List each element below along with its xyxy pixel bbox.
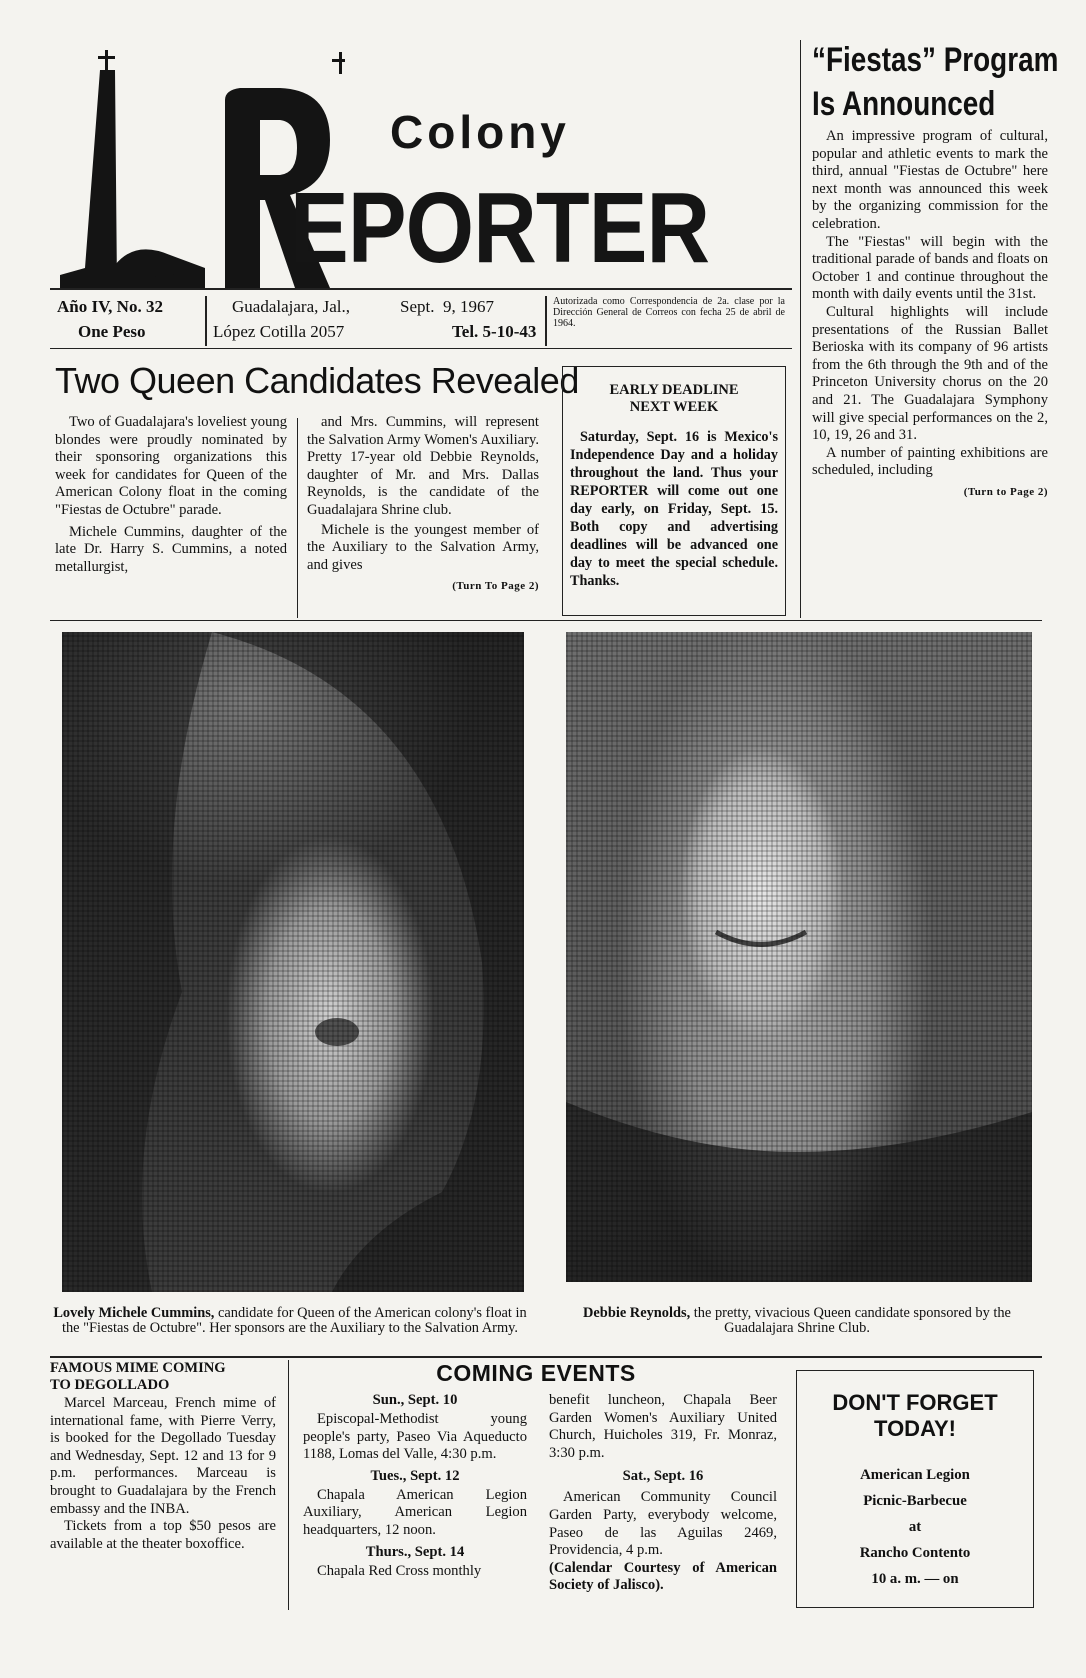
info-divider-1 xyxy=(205,296,207,346)
mime-para2: Tickets from a top $50 pesos are available at the theater boxoffice. xyxy=(50,1518,276,1552)
masthead-colony: Colony xyxy=(390,106,570,158)
caption-debbie xyxy=(556,1306,1038,1336)
queen-col1-para1: Two of Guadalajara's loveliest young blondes were proudly nominated by their sponsoring organizations this week for candidates for Queen of the American Colony float in the coming "Fiestas de Octubre" parade. xyxy=(55,414,287,518)
issue-number: Año IV, No. 32 xyxy=(57,297,163,316)
queen-col-2 xyxy=(307,414,539,592)
caption-michele xyxy=(50,1306,530,1336)
reminder-body xyxy=(800,1462,1030,1592)
fiestas-para1: An impressive program of cultural, popular and athletic events to mark the third, annual "Fiestas de Octubre" here next month was announced this week by the organizing commission for the celebration. xyxy=(812,128,1048,232)
right-column-rule xyxy=(800,40,801,618)
city: Guadalajara, Jal., xyxy=(232,297,350,316)
event-text-sat: American Community Council Garden Party, everybody welcome, Paseo de las Aguilas 2469, Providencia, 4 p.m. xyxy=(549,1489,777,1559)
queen-col2-para2: Michele is the youngest member of the Auxiliary to the Salvation Army, and gives xyxy=(307,521,539,573)
issue-date: Sept. 9, 1967 xyxy=(400,297,494,316)
price: One Peso xyxy=(78,322,146,341)
events-credit: (Calendar Courtesy of American Society of Jalisco). xyxy=(549,1559,777,1594)
profile-silhouette xyxy=(62,632,524,1292)
smiling-face-portrait xyxy=(566,632,1032,1282)
info-divider-2 xyxy=(545,296,547,346)
caption-debbie-rest: the pretty, vivacious Queen candidate sponsored by the Guadalajara Shrine Club. xyxy=(690,1305,1011,1336)
masthead-rule-top xyxy=(50,288,792,290)
fiestas-headline xyxy=(812,38,1059,126)
mime-headline-line2: TO DEGOLLADO xyxy=(50,1377,170,1393)
event-text-thurs: Chapala Red Cross monthly xyxy=(317,1562,482,1579)
fiestas-turn-page: (Turn to Page 2) xyxy=(963,485,1048,498)
deadline-title-line1: EARLY DEADLINE xyxy=(609,382,739,398)
event-text-benefit: benefit luncheon, Chapala Beer Garden Women's Auxiliary United Church, Huicholes 319, Fr. Monraz, 3:30 p.m. xyxy=(549,1392,777,1461)
queen-col-1 xyxy=(55,414,287,576)
photo-debbie-reynolds xyxy=(566,632,1032,1282)
masthead xyxy=(55,40,785,290)
fiestas-para3: Cultural highlights will include presentations of the Russian Ballet Berioska with its company of 96 artists from the 6th through the 9th and of the Princeton University chorus on the 20 and 21. The Guadalajara Symphony will give special performances on the 2, 10, 19, 26 and 31. xyxy=(812,303,1048,444)
caption-debbie-bold: Debbie Reynolds, xyxy=(583,1305,691,1321)
event-text-tues: Chapala American Legion Auxiliary, American Legion headquarters, 12 noon. xyxy=(303,1486,527,1538)
events-col-2 xyxy=(549,1392,777,1595)
mime-body xyxy=(50,1395,276,1553)
reminder-line2: Picnic-Barbecue xyxy=(863,1493,967,1509)
reminder-line1: American Legion xyxy=(860,1467,970,1483)
caption-michele-bold: Lovely Michele Cummins, xyxy=(53,1305,215,1321)
telephone: Tel. 5-10-43 xyxy=(452,322,537,341)
queen-turn-page: (Turn To Page 2) xyxy=(452,580,539,593)
queen-col2-para1: and Mrs. Cummins, will represent the Salvation Army Women's Auxiliary. Pretty 17-year old Debbie Reynolds, daughter of Mr. and Mrs. Dallas Reynolds, is the candidate of the Guadalajara Shrine club. xyxy=(307,414,539,518)
mime-divider xyxy=(288,1360,289,1610)
event-date-thurs: Thurs., Sept. 14 xyxy=(365,1543,465,1560)
fiestas-body xyxy=(812,128,1048,498)
address: López Cotilla 2057 xyxy=(213,322,345,341)
masthead-letter-l xyxy=(95,150,101,161)
photos-top-rule xyxy=(50,620,1042,621)
fiestas-para4: A number of painting exhibitions are scheduled, including xyxy=(812,444,1048,479)
reminder-line3: at xyxy=(908,1519,922,1535)
mime-headline-line1: FAMOUS MIME COMING xyxy=(50,1360,226,1376)
queen-col-divider xyxy=(297,418,298,618)
masthead-rule-bottom xyxy=(50,348,792,349)
event-date-tues: Tues., Sept. 12 xyxy=(370,1467,460,1484)
reminder-line5: 10 a. m. — on xyxy=(871,1571,959,1587)
events-col-1 xyxy=(303,1392,527,1580)
fiestas-headline-line1: “Fiestas” Program xyxy=(812,41,1059,79)
mime-headline xyxy=(50,1360,226,1394)
deadline-title xyxy=(566,382,782,416)
reminder-headline-line1: DON'T FORGET xyxy=(832,1390,998,1415)
reminder-line4: Rancho Contento xyxy=(859,1545,971,1561)
deadline-title-line2: NEXT WEEK xyxy=(629,399,719,415)
queen-col1-para2: Michele Cummins, daughter of the late Dr. Harry S. Cummins, a noted metallurgist, xyxy=(55,523,287,575)
mime-para1: Marcel Marceau, French mime of international fame, with Pierre Verry, is booked for the Degollado Tuesday and Wednesday, Sept. 12 and 13 for 9 p.m. performances. Marceau is brought to Guadalajara by the French embassy and the INBA. xyxy=(50,1395,276,1517)
event-date-sun: Sun., Sept. 10 xyxy=(372,1392,458,1408)
reminder-headline-line2: TODAY! xyxy=(874,1416,956,1441)
event-text-sun: Episcopal-Methodist young people's party, Paseo Via Aqueducto 1188, Lomas del Valle, 4:30 p.m. xyxy=(303,1411,527,1463)
bottom-section-rule xyxy=(50,1356,1042,1358)
photo-michele-cummins xyxy=(62,632,524,1292)
masthead-letter-r-text xyxy=(255,190,262,201)
postal-authorization: Autorizada como Correspondencia de 2a. clase por la Dirección General de Correos con fecha 25 de abril de 1964. xyxy=(553,296,785,329)
fiestas-headline-line2: Is Announced xyxy=(812,85,996,123)
masthead-reporter: EPORTER xyxy=(290,172,710,284)
queen-headline: Two Queen Candidates Revealed xyxy=(55,360,579,401)
reminder-headline xyxy=(800,1390,1030,1442)
deadline-body: Saturday, Sept. 16 is Mexico's Independence Day and a holiday throughout the land. Thus your REPORTER will come out one day early, on Friday, Sept. 15. Both copy and advertising deadlines will be advanced one day to meet the special schedule. Thanks. xyxy=(570,429,778,589)
fiestas-para2: The "Fiestas" will begin with the traditional parade of bands and floats on October 1 and continue throughout the month with daily events until the 31st. xyxy=(812,233,1048,303)
events-headline: COMING EVENTS xyxy=(436,1360,636,1386)
caption-michele-rest: candidate for Queen of the American colony's float in the "Fiestas de Octubre". Her sponsors are the Auxiliary to the Salvation Army. xyxy=(61,1305,527,1336)
event-date-sat: Sat., Sept. 16 xyxy=(622,1468,704,1485)
